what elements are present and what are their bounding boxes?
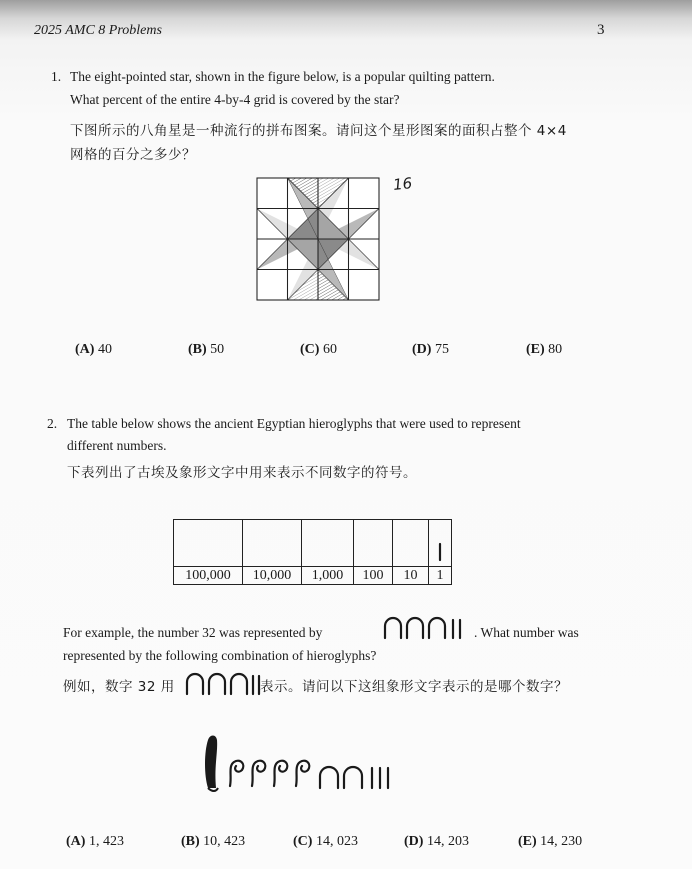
table-value-100: 100 xyxy=(354,567,393,585)
hieroglyph-32-icon-cn xyxy=(185,672,265,696)
problem-2-choice-b[interactable]: (B) 10, 423 xyxy=(181,834,246,849)
finger-hieroglyph-icon xyxy=(205,736,218,792)
question-hieroglyphs xyxy=(200,732,430,796)
problem-2-number: 2. xyxy=(47,416,58,431)
handwritten-note: 16 xyxy=(392,174,413,194)
problem-2-choice-d[interactable]: (D) 14, 203 xyxy=(404,834,469,849)
coil-hieroglyph-icon xyxy=(274,761,287,786)
table-value-1000: 1,000 xyxy=(302,567,354,585)
example-text-post: . What number was xyxy=(474,625,579,640)
hieroglyph-table xyxy=(173,519,452,585)
page-number: 3 xyxy=(597,22,605,38)
hobble-hieroglyph-icon xyxy=(344,767,362,788)
problem-1-choice-b[interactable]: (B) 50 xyxy=(188,342,225,357)
coil-hieroglyph-icon xyxy=(252,761,265,786)
problem-1-text-line-1: The eight-pointed star, shown in the figure below, is a popular quilting pattern. xyxy=(70,69,495,84)
table-value-10: 10 xyxy=(393,567,429,585)
problem-1-number: 1. xyxy=(51,69,62,84)
hieroglyph-32-icon xyxy=(383,616,473,640)
problem-2-choice-c[interactable]: (C) 14, 023 xyxy=(293,834,358,849)
problem-2-choice-e[interactable]: (E) 14, 230 xyxy=(518,834,583,849)
hieroglyph-cell-1000 xyxy=(302,520,354,567)
table-value-1: 1 xyxy=(429,567,452,585)
problem-2-text-line-1: The table below shows the ancient Egyptian hieroglyphs that were used to represent xyxy=(67,416,521,431)
eight-pointed-star-figure xyxy=(256,178,380,300)
example-text-pre: For example, the number 32 was represented by xyxy=(63,625,323,640)
table-value-100000: 100,000 xyxy=(174,567,243,585)
problem-1-chinese-line-1: 下图所示的八角星是一种流行的拼布图案。请问这个星形图案的面积占整个 4×4 xyxy=(70,123,567,139)
table-value-10000: 10,000 xyxy=(243,567,302,585)
problem-1-choice-d[interactable]: (D) 75 xyxy=(412,342,449,357)
stroke-hieroglyph-icon xyxy=(429,520,451,566)
problem-2-choice-a[interactable]: (A) 1, 423 xyxy=(66,834,124,849)
problem-1-choice-e[interactable]: (E) 80 xyxy=(526,342,563,357)
example-text-line-2: represented by the following combination of hieroglyphs? xyxy=(63,648,377,663)
problem-2-chinese-line-1: 下表列出了古埃及象形文字中用来表示不同数字的符号。 xyxy=(67,465,417,481)
page-header-title: 2025 AMC 8 Problems xyxy=(34,23,162,38)
problem-1-chinese-line-2: 网格的百分之多少？ xyxy=(70,147,196,163)
hieroglyph-cell-100 xyxy=(354,520,393,567)
problem-1-choice-c[interactable]: (C) 60 xyxy=(300,342,337,357)
coil-hieroglyph-icon xyxy=(230,761,243,786)
problem-1-choice-a[interactable]: (A) 40 xyxy=(75,342,112,357)
problem-1-text-line-2: What percent of the entire 4-by-4 grid is covered by the star? xyxy=(70,92,400,107)
hieroglyph-cell-10000 xyxy=(243,520,302,567)
hieroglyph-cell-100000 xyxy=(174,520,243,567)
hieroglyph-cell-10 xyxy=(393,520,429,567)
hobble-hieroglyph-icon xyxy=(320,767,338,788)
chinese-example-pre: 例如，数字 32 用 xyxy=(63,679,175,695)
chinese-example-post: 表示。请问以下这组象形文字表示的是哪个数字？ xyxy=(260,679,568,695)
hieroglyph-cell-1 xyxy=(429,520,452,567)
coil-hieroglyph-icon xyxy=(296,761,309,786)
problem-2-text-line-2: different numbers. xyxy=(67,438,167,453)
